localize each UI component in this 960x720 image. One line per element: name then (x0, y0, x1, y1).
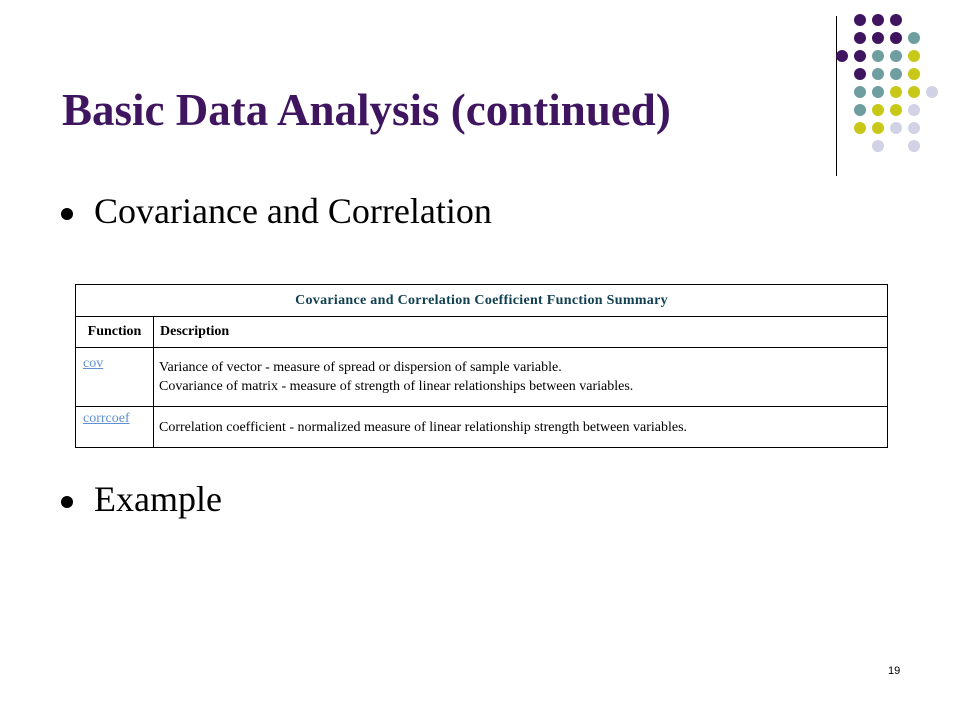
function-link-corrcoef[interactable]: corrcoef (83, 411, 130, 426)
decorative-dot (908, 104, 920, 116)
bullet-example: Example (94, 479, 222, 519)
decorative-dot (908, 68, 920, 80)
decorative-dot (872, 104, 884, 116)
description-cell (154, 407, 888, 448)
table-caption: Covariance and Correlation Coefficient Function Summary (76, 285, 888, 317)
decorative-dot (872, 86, 884, 98)
decorative-dot (872, 14, 884, 26)
bullet-icon (61, 208, 73, 220)
decorative-dot (908, 32, 920, 44)
decorative-dot (854, 104, 866, 116)
table-row (76, 407, 888, 448)
bullet-icon (61, 496, 73, 508)
decorative-dot (890, 122, 902, 134)
page-number: 19 (888, 665, 901, 677)
decorative-dot (872, 68, 884, 80)
description-line: Covariance of matrix - measure of strength of linear relationships between variables. (159, 379, 634, 394)
decorative-dot (854, 32, 866, 44)
decorative-dot (854, 86, 866, 98)
decorative-dot (890, 14, 902, 26)
decorative-dot (908, 50, 920, 62)
decorative-dot (926, 86, 938, 98)
decorative-dot (890, 86, 902, 98)
column-header-function: Function (76, 317, 154, 348)
decorative-dot (890, 68, 902, 80)
function-link-cov[interactable]: cov (83, 356, 104, 371)
decorative-dot (872, 32, 884, 44)
decorative-dot (854, 68, 866, 80)
decorative-dot (836, 50, 848, 62)
column-header-description: Description (154, 317, 888, 348)
decorative-dot (908, 86, 920, 98)
decorative-dot (854, 50, 866, 62)
decorative-dot (908, 140, 920, 152)
description-line: Variance of vector - measure of spread or dispersion of sample variable. (159, 360, 562, 375)
decorative-dot (872, 50, 884, 62)
description-cell (154, 348, 888, 407)
decorative-dot-grid (836, 14, 956, 154)
decorative-dot (872, 122, 884, 134)
description-line: Correlation coefficient - normalized measure of linear relationship strength between variables. (159, 419, 688, 435)
function-summary-table (75, 284, 888, 448)
decorative-dot (890, 32, 902, 44)
bullet-covariance: Covariance and Correlation (94, 191, 492, 231)
table-row (76, 348, 888, 407)
decorative-dot (890, 104, 902, 116)
decorative-dot (890, 50, 902, 62)
decorative-dot (854, 122, 866, 134)
decorative-dot (908, 122, 920, 134)
decorative-dot (854, 14, 866, 26)
slide-title: Basic Data Analysis (continued) (62, 85, 671, 135)
decorative-dot (872, 140, 884, 152)
